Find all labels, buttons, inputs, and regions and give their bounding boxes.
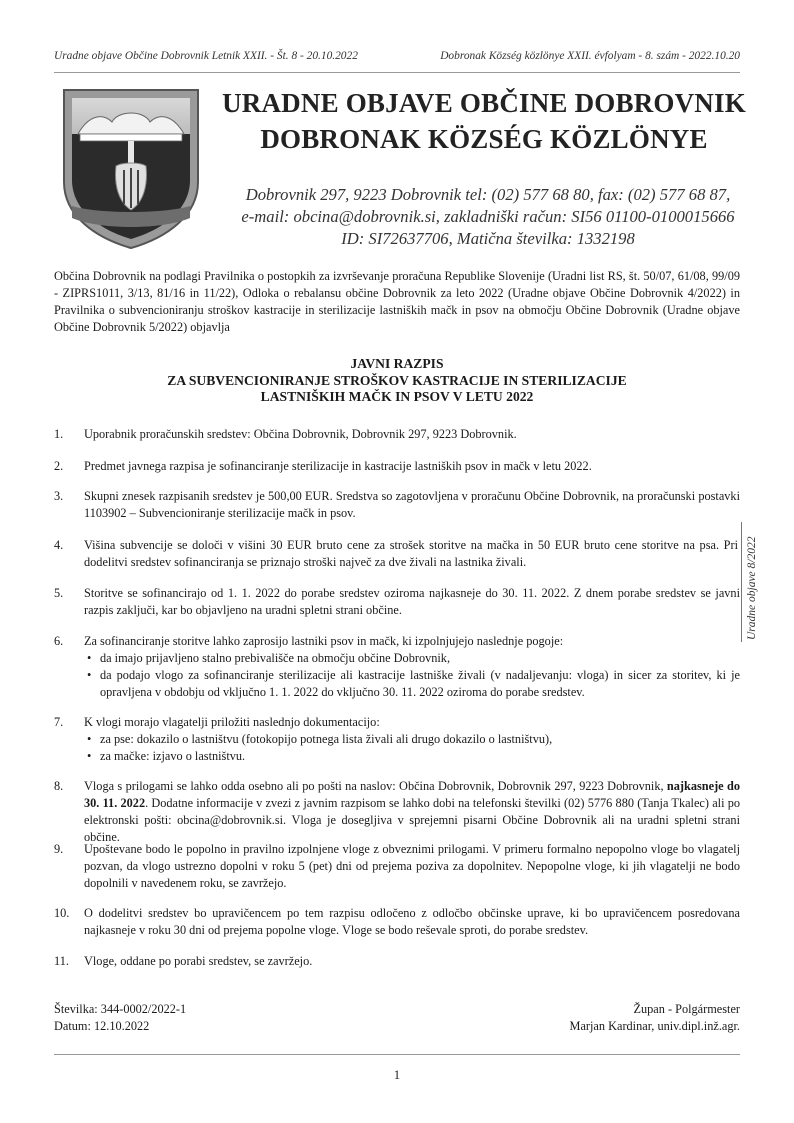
signatory-role: Župan - Polgármester: [633, 1002, 740, 1016]
heading-line-3: LASTNIŠKIH MAČK IN PSOV V LETU 2022: [260, 389, 534, 404]
list-item: [54, 778, 740, 846]
masthead-contact-email: e-mail: obcina@dobrovnik.si, zakladniški račun: SI56 01100-0100015666: [241, 207, 735, 226]
item-text: O dodelitvi sredstev bo upravičencem po tem razpisu odločeno z odločbo občinske uprave, ki bo upravičencem posredovana najkasneje v roku 30 dni od prejema popolne vloge. Vloge se bodo reševale sproti, do porabe sredstev.: [84, 906, 740, 937]
bullet-list: [84, 731, 740, 765]
intro-paragraph: Občina Dobrovnik na podlagi Pravilnika o postopkih za izvrševanje proračuna Republike Slovenije (Uradni list RS, št. 50/07, 61/08, 99/09 - ZIPRS1011, 3/13, 81/16 in 11/22), Odloka o rebalansu občine Dobrovnik za leto 2022 (Uradne objave Občine Dobrovnik 4/2022) in Pravilnika o subvencioniranju stroškov kastracije in sterilizacije lastniških mačk in psov na območju Občine Dobrovnik (Uradne objave Občine Dobrovnik 5/2022) objavlja: [54, 269, 740, 334]
item-text: Upoštevane bodo le popolno in pravilno izpolnjene vloge z obveznimi prilogami. V primeru formalno nepopolno vloge bo vlagatelj pozvan, da vlogo ustrezno dopolni v roku 5 (pet) dni od prejema poziva za dopolnitev. Nepopolne vloge, ki jih vlagatelji ne bodo dopolnili v navedenem roku, se zavržejo.: [84, 842, 740, 890]
document-date: Datum: 12.10.2022: [54, 1019, 150, 1033]
heading-line-2: ZA SUBVENCIONIRANJE STROŠKOV KASTRACIJE IN STERILIZACIJE: [167, 372, 627, 388]
item-number: 10.: [54, 906, 70, 920]
item-number: 9.: [54, 842, 64, 856]
side-label: [741, 522, 772, 642]
list-item: [54, 585, 740, 619]
item-text: Za sofinanciranje storitve lahko zaprosijo lastniki psov in mačk, ki izpolnjujejo naslednje pogoje:: [84, 634, 564, 648]
header-divider: [54, 72, 740, 73]
signatory-name: Marjan Kardinar, univ.dipl.inž.agr.: [569, 1019, 740, 1033]
item-number: 7.: [54, 715, 64, 729]
document-heading: [54, 356, 740, 406]
item-text: Skupni znesek razpisanih sredstev je 500,00 EUR. Sredstva so zagotovljena v proračunu Občine Dobrovnik, na proračunski postavki 1103902 – Subvencioniranje sterilizacije mačk in psov.: [84, 489, 740, 520]
item-number: 8.: [54, 779, 64, 793]
item-text: [84, 778, 740, 846]
item-number: 5.: [54, 586, 64, 600]
item-number: 4.: [54, 538, 64, 552]
list-item: [54, 537, 740, 571]
item-text: Predmet javnega razpisa je sofinanciranje sterilizacije in kastracije lastniških psov in mačk v letu 2022.: [84, 459, 592, 473]
item-text: Vloge, oddane po porabi sredstev, se zavržejo.: [84, 954, 313, 968]
heading-line-1: JAVNI RAZPIS: [350, 356, 444, 371]
item-number: 11.: [54, 954, 69, 968]
item-text: Višina subvencije se določi v višini 30 EUR bruto cene za strošek storitve na mačka in 50 EUR bruto cene storitve na psa. Pri dodelitvi sredstev sofinanciranja se priznajo stroški največ za dve živali na lastnika živali.: [84, 538, 738, 569]
side-label-text: Uradne objave 8/2022: [746, 536, 758, 640]
list-item: [54, 841, 740, 892]
item-text: K vlogi morajo vlagatelji priložiti naslednjo dokumentacijo:: [84, 715, 380, 729]
footer-divider: [54, 1054, 740, 1055]
item-body: [84, 633, 740, 701]
item-number: 3.: [54, 489, 64, 503]
list-item: [54, 426, 740, 443]
item-text: Storitve se sofinancirajo od 1. 1. 2022 do porabe sredstev oziroma najkasneje do 30. 11. 2022. Z dnem porabe sredstev se javni razpis zaključi, kar bo objavljeno na uradni spletni strani občine.: [84, 586, 740, 617]
bullet-list: [84, 650, 740, 701]
running-header-right: Dobronak Község közlönye XXII. évfolyam - 8. szám - 2022.10.20: [440, 50, 740, 62]
item-text: Uporabnik proračunskih sredstev: Občina Dobrovnik, Dobrovnik 297, 9223 Dobrovnik.: [84, 427, 517, 441]
masthead-title-slovene: URADNE OBJAVE OBČINE DOBROVNIK: [222, 88, 746, 118]
coat-of-arms-icon: [58, 86, 204, 252]
bullet-item: • za pse: dokazilo o lastništvu (fotokopijo potnega lista živali ali drugo dokazilo o lastništvu),: [84, 731, 740, 748]
masthead-contact-address: Dobrovnik 297, 9223 Dobrovnik tel: (02) 577 68 80, fax: (02) 577 68 87,: [245, 185, 731, 204]
list-item: [54, 633, 740, 701]
list-item: [54, 905, 740, 939]
bullet-item: • za mačke: izjavo o lastništvu.: [84, 748, 740, 765]
masthead-contact-id: ID: SI72637706, Matična številka: 1332198: [341, 229, 635, 248]
list-item: [54, 488, 740, 522]
item-number: 6.: [54, 634, 64, 648]
deadline-emphasis: najkasneje do 30. 11. 2022: [84, 779, 740, 810]
document-number: Številka: 344-0002/2022-1: [54, 1002, 187, 1016]
item-text-part: . Dodatne informacije v zvezi z javnim razpisom se lahko dobi na telefonski številki (02) 5776 880 (Tanja Tkalec) ali po elektronski pošti: obcina@dobrovnik.si. Vloga je dosegljiva v sprejemni pisarni Občine Dobrovnik ali na uradni spletni strani občine.: [84, 796, 740, 844]
item-text-part: Vloga s prilogami se lahko odda osebno ali po pošti na naslov: Občina Dobrovnik, Dobrovnik 297, 9223 Dobrovnik,: [84, 779, 667, 793]
item-number: 2.: [54, 459, 64, 473]
page-number: 1: [393, 1068, 401, 1082]
list-item: [54, 714, 740, 765]
list-item: [54, 953, 740, 970]
bullet-item: • da podajo vlogo za sofinanciranje sterilizacije ali kastracije lastniške živali (v nadaljevanju: vloga) in sicer za storitev, ki je opravljena v obdobju od vključno 1. 1. 2022 do vključno 30. 11. 2022 oziroma do porabe sredstev.: [84, 667, 740, 701]
item-number: 1.: [54, 427, 64, 441]
masthead-title-hungarian: DOBRONAK KÖZSÉG KÖZLÖNYE: [260, 124, 708, 154]
list-item: [54, 458, 740, 475]
bullet-item: • da imajo prijavljeno stalno prebivališče na območju občine Dobrovnik,: [84, 650, 740, 667]
item-body: [84, 714, 740, 765]
running-header-left: Uradne objave Občine Dobrovnik Letnik XXII. - Št. 8 - 20.10.2022: [54, 50, 358, 62]
